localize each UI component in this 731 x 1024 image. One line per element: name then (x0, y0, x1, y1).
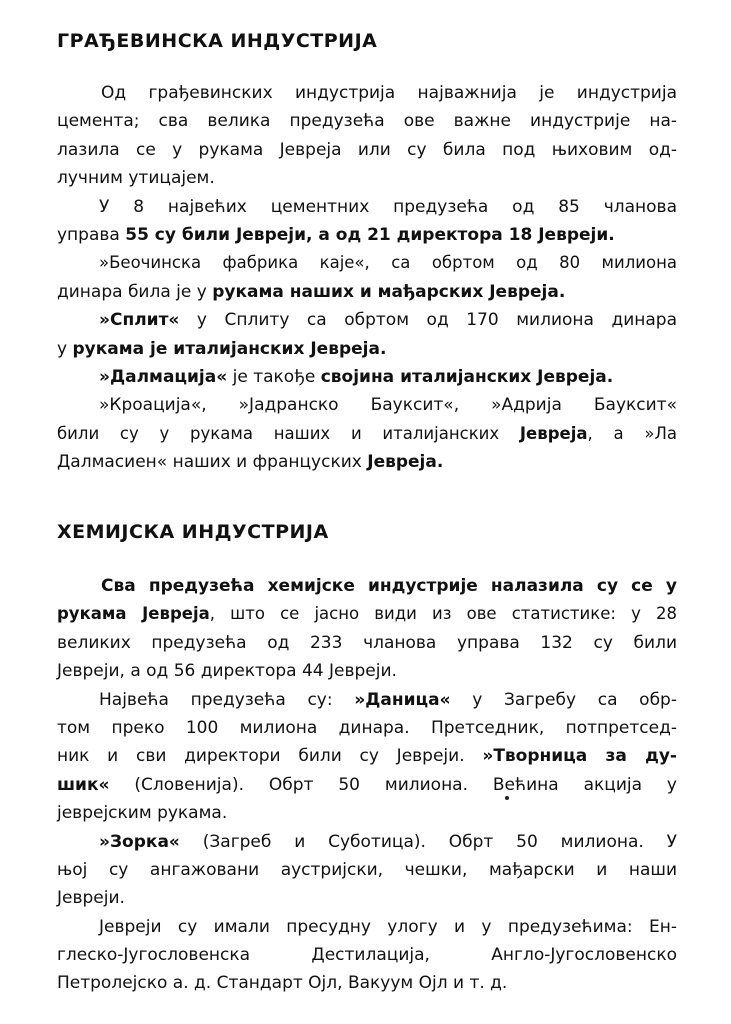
paragraph-line: били су у рукама наших и италијанских Јевреја, а »Ла (57, 423, 677, 443)
paragraph-line: У 8 највећих цементних предузећа од 85 чланова (99, 196, 677, 217)
section-heading-construction: ГРАЂЕВИНСКА ИНДУСТРИЈА (57, 30, 378, 52)
paragraph-line: »Беочинска фабрика каје«, са обртом од 80 милиона (99, 253, 677, 273)
paragraph-line: у рукама је италијанских Јевреја. (57, 338, 387, 359)
paragraph-line: »Далмација« је такође својина италијанских Јевреја. (99, 366, 614, 387)
paragraph-line: јеврејским рукама. (57, 803, 228, 824)
paragraph-line: динара била је у рукама наших и мађарских Јевреја. (57, 281, 566, 302)
paragraph-line: управа 55 су били Јевреји, а од 21 директора 18 Јевреји. (57, 224, 615, 245)
paragraph-line: цемента; сва велика предузећа ове важне индустрије на- (57, 111, 677, 132)
paragraph-line: ник и сви директори били су Јевреји. »Творница за ду- (57, 746, 677, 767)
section-chemical-body (57, 572, 677, 998)
paragraph-line: рукама Јевреја, што се јасно види из ове статистике: у 28 (57, 604, 677, 624)
paragraph-line: њој су ангажовани аустријски, чешки, мађарски и наши (57, 859, 677, 880)
paragraph-line: Далмасиен« наших и француских Јевреја. (57, 452, 444, 473)
paragraph-line: лучним утицајем. (57, 168, 215, 189)
paragraph-line: глеско-Југословенска Дестилација, Англо-Југословенско (57, 945, 677, 966)
paragraph-line: лазила се у рукама Јевреја или су била под њиховим од- (57, 139, 677, 160)
paragraph-line: шик« (Словенија). Обрт 50 милиона. Већина акција у (57, 774, 677, 795)
paragraph-line: »Кроација«, »Јадранско Бауксит«, »Адрија Бауксит« (99, 395, 677, 416)
paragraph-line: »Сплит« у Сплиту са обртом од 170 милиона динара (99, 310, 677, 331)
section-construction-body (57, 79, 677, 476)
paragraph-line: том преко 100 милиона динара. Претседник, потпретсед- (57, 717, 677, 738)
ink-speck (505, 796, 509, 800)
paragraph-line: великих предузећа од 233 чланова управа 132 су били (57, 632, 677, 653)
paragraph-line: Јевреји, а од 56 директора 44 Јевреји. (57, 661, 397, 682)
paragraph-line: Петролејско а. д. Стандарт Ојл, Вакуум Ојл и т. д. (57, 973, 508, 994)
paragraph-line: Јевреји. (57, 888, 125, 909)
paragraph-line: »Зорка« (Загреб и Суботица). Обрт 50 милиона. У (99, 831, 677, 852)
paragraph-line: Јевреји су имали пресудну улогу и у предузећима: Ен- (99, 916, 677, 937)
section-heading-chemical: ХЕМИЈСКА ИНДУСТРИЈА (57, 521, 329, 543)
paragraph-line: Највећа предузећа су: »Даница« у Загребу са обр- (99, 689, 677, 710)
paragraph-line: Од грађевинских индустрија најважнија је индустрија (101, 83, 677, 103)
paragraph-line: Сва предузећа хемијске индустрије налазила су се у (101, 576, 677, 596)
